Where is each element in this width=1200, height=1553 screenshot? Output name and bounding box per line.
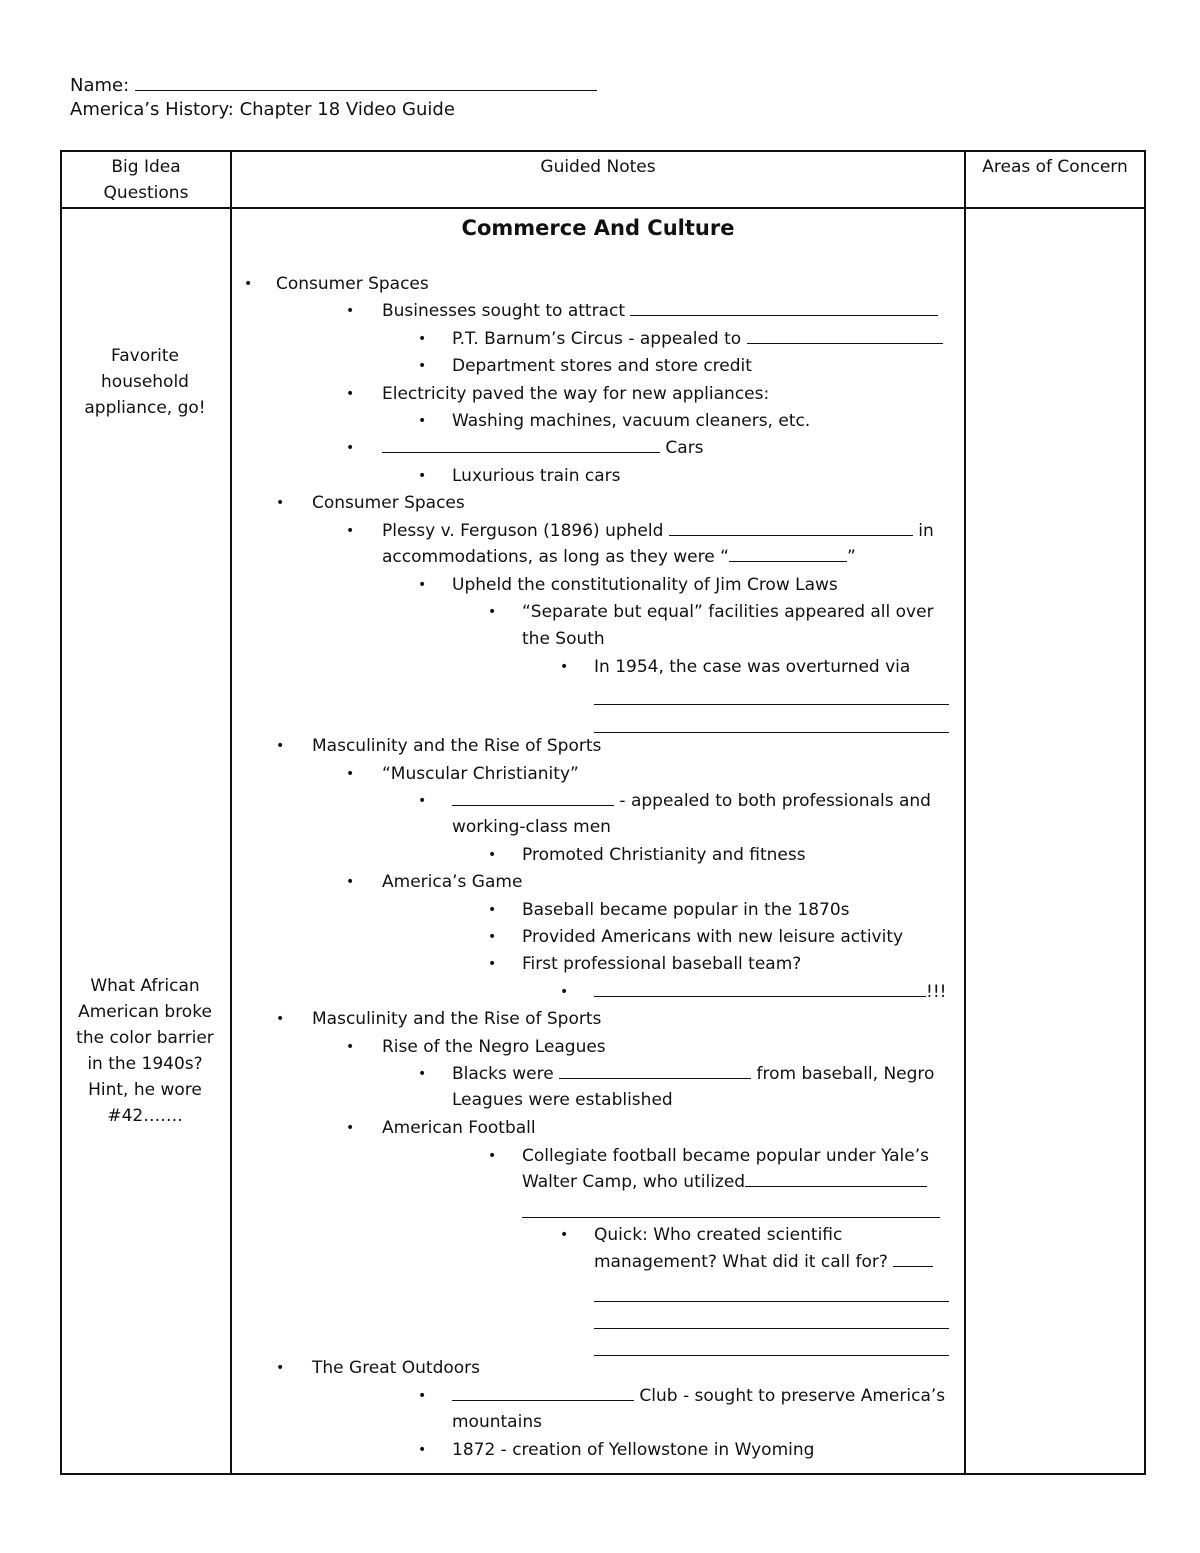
bullet-icon: • [346, 523, 355, 539]
name-label: Name: [70, 75, 130, 96]
note-blacks-were-cont: Leagues were established [452, 1090, 673, 1110]
note-washing: • Washing machines, vacuum cleaners, etc. [452, 408, 810, 434]
bullet-icon: • [488, 929, 497, 945]
notes-table [60, 150, 1146, 1475]
note-appealed: • - appealed to both professionals and [452, 788, 931, 814]
note-collegiate-cont: Walter Camp, who utilized [522, 1169, 927, 1195]
note-separate: • “Separate but equal” facilities appeared all over [522, 599, 934, 625]
bullet-icon: • [560, 659, 569, 675]
name-blank[interactable] [135, 72, 597, 91]
note-club: • Club - sought to preserve America’s [452, 1383, 945, 1409]
bullet-icon: • [346, 386, 355, 402]
note-plessy: • Plessy v. Ferguson (1896) upheld in [382, 518, 934, 544]
note-jim-crow: • Upheld the constitutionality of Jim Crow Laws [452, 572, 838, 598]
note-blacks-were: • Blacks were from baseball, Negro [452, 1061, 934, 1087]
blank[interactable] [669, 520, 913, 536]
note-businesses: • Businesses sought to attract [382, 298, 938, 324]
note-consumer-spaces-2: • Consumer Spaces [312, 490, 465, 516]
bullet-icon: • [560, 1227, 569, 1243]
bullet-icon: • [488, 1148, 497, 1164]
bullet-icon: • [488, 604, 497, 620]
bullet-icon: • [418, 468, 427, 484]
note-department-stores: • Department stores and store credit [452, 353, 752, 379]
answer-line[interactable] [594, 1301, 949, 1302]
note-consumer-spaces-1: • Consumer Spaces [276, 271, 429, 297]
note-american-football: • American Football [382, 1115, 536, 1141]
blank[interactable] [382, 437, 660, 453]
answer-line[interactable] [594, 704, 949, 705]
bullet-icon: • [276, 738, 285, 754]
guided-notes-cell [231, 208, 965, 1474]
bullet-icon: • [346, 1039, 355, 1055]
bullet-icon: • [346, 1120, 355, 1136]
note-leisure: • Provided Americans with new leisure activity [522, 924, 903, 950]
note-cars: • Cars [382, 435, 704, 461]
bullet-icon: • [346, 874, 355, 890]
note-negro-leagues: • Rise of the Negro Leagues [382, 1034, 606, 1060]
note-plessy-cont: accommodations, as long as they were “ ” [382, 547, 856, 567]
bullet-icon: • [346, 766, 355, 782]
blank[interactable] [747, 328, 943, 344]
bullet-icon: • [346, 303, 355, 319]
bullet-icon: • [488, 956, 497, 972]
blank[interactable] [452, 1385, 634, 1401]
column-header-areas-of-concern: Areas of Concern [965, 151, 1145, 208]
bullet-icon: • [276, 1360, 285, 1376]
bullet-icon: • [418, 1066, 427, 1082]
worksheet-subtitle: America’s History: Chapter 18 Video Guide [70, 99, 455, 120]
table-header-row [61, 151, 1145, 208]
blank[interactable] [594, 981, 926, 997]
note-club-cont: mountains [452, 1412, 542, 1432]
note-barnum: • P.T. Barnum’s Circus - appealed to [452, 326, 943, 352]
note-separate-cont: the South [522, 629, 605, 649]
answer-line[interactable] [594, 1328, 949, 1329]
bullet-icon: • [560, 984, 569, 1000]
note-great-outdoors: • The Great Outdoors [312, 1355, 480, 1381]
note-yellowstone: • 1872 - creation of Yellowstone in Wyoming [452, 1437, 814, 1463]
blank[interactable] [630, 300, 938, 316]
note-muscular: • “Muscular Christianity” [382, 761, 579, 787]
answer-line[interactable] [522, 1217, 940, 1218]
note-collegiate: • Collegiate football became popular under Yale’s [522, 1143, 929, 1169]
note-electricity: • Electricity paved the way for new appliances: [382, 381, 769, 407]
question-color-barrier: What African American broke the color barrier in the 1940s? Hint, he wore #42……. [76, 976, 214, 1126]
note-masculinity-2: • Masculinity and the Rise of Sports [312, 1006, 601, 1032]
note-team-answer: • !!! [594, 979, 946, 1005]
bullet-icon: • [346, 440, 355, 456]
note-promoted: • Promoted Christianity and fitness [522, 842, 806, 868]
table-body-row [61, 208, 1145, 1474]
answer-line[interactable] [594, 1355, 949, 1356]
note-appealed-cont: working-class men [452, 817, 611, 837]
bullet-icon: • [276, 495, 285, 511]
note-quick: • Quick: Who created scientific [594, 1222, 842, 1248]
note-americas-game: • America’s Game [382, 869, 522, 895]
blank[interactable] [745, 1171, 927, 1187]
note-baseball: • Baseball became popular in the 1870s [522, 897, 850, 923]
bullet-icon: • [244, 276, 253, 292]
bullet-icon: • [488, 902, 497, 918]
bullet-icon: • [488, 847, 497, 863]
name-line [70, 72, 597, 96]
column-header-guided-notes: Guided Notes [231, 151, 965, 208]
big-idea-cell [61, 208, 231, 1474]
blank[interactable] [893, 1251, 933, 1267]
blank[interactable] [729, 546, 847, 562]
blank[interactable] [559, 1063, 751, 1079]
column-header-big-idea: Big Idea Questions [61, 151, 231, 208]
note-quick-cont: management? What did it call for? [594, 1249, 933, 1275]
bullet-icon: • [418, 358, 427, 374]
note-masculinity-1: • Masculinity and the Rise of Sports [312, 733, 601, 759]
bullet-icon: • [276, 1011, 285, 1027]
answer-line[interactable] [594, 732, 949, 733]
blank[interactable] [452, 790, 614, 806]
bullet-icon: • [418, 577, 427, 593]
note-first-team: • First professional baseball team? [522, 951, 801, 977]
question-appliance: Favorite household appliance, go! [84, 346, 206, 418]
bullet-icon: • [418, 331, 427, 347]
note-train-cars: • Luxurious train cars [452, 463, 621, 489]
bullet-icon: • [418, 793, 427, 809]
note-1954: • In 1954, the case was overturned via [594, 654, 910, 680]
bullet-icon: • [418, 413, 427, 429]
bullet-icon: • [418, 1442, 427, 1458]
bullet-icon: • [418, 1388, 427, 1404]
areas-of-concern-cell[interactable] [965, 208, 1145, 1474]
section-title: Commerce And Culture [461, 216, 735, 240]
